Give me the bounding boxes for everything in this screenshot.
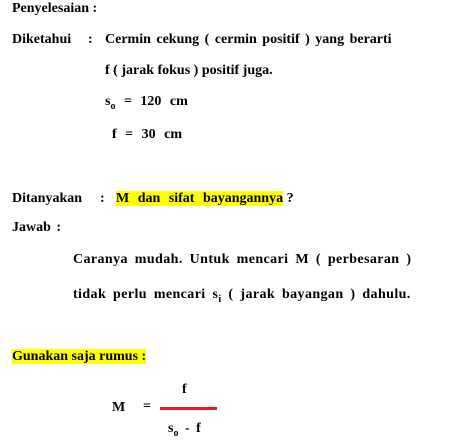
rumus-label [12,348,146,366]
so-symbol: s [105,94,111,109]
denominator-s: s [168,421,174,436]
formula-numerator: f [182,382,187,397]
jawab-line-1: Caranya mudah. Untuk mencari M ( perbesaran ) [73,252,412,267]
jawab-label: Jawab : [12,220,62,235]
ditanyakan-colon: : [100,191,105,206]
question-mark: ? [283,191,294,206]
si-subscript: i [218,294,222,305]
denominator-subscript: o [173,428,179,439]
line2-text-a: tidak perlu mencari s [73,287,219,302]
diketahui-line-1: Cermin cekung ( cermin positif ) yang berarti [105,32,392,47]
given-so [105,93,188,116]
question-highlight: M dan sifat bayangannya [116,191,284,206]
ditanyakan-label: Ditanyakan [12,191,83,206]
fraction-bar [160,407,217,410]
formula-equals: = [143,399,151,414]
given-f: f = 30 cm [112,127,183,142]
section-heading: Penyelesaian : [12,1,98,16]
so-subscript: o [110,101,116,112]
rumus-highlight: Gunakan saja rumus : [12,349,147,364]
formula-lhs: M [112,400,126,415]
diketahui-colon: : [88,32,93,47]
so-value: = 120 cm [115,94,188,109]
jawab-line-2 [73,286,411,309]
denominator-rest: - f [178,421,201,436]
diketahui-line-2: f ( jarak fokus ) positif juga. [105,63,273,78]
formula-denominator [168,420,201,443]
diketahui-label: Diketahui [12,32,72,47]
line2-text-b: ( jarak bayangan ) dahulu. [221,287,411,302]
ditanyakan-question [116,190,294,208]
